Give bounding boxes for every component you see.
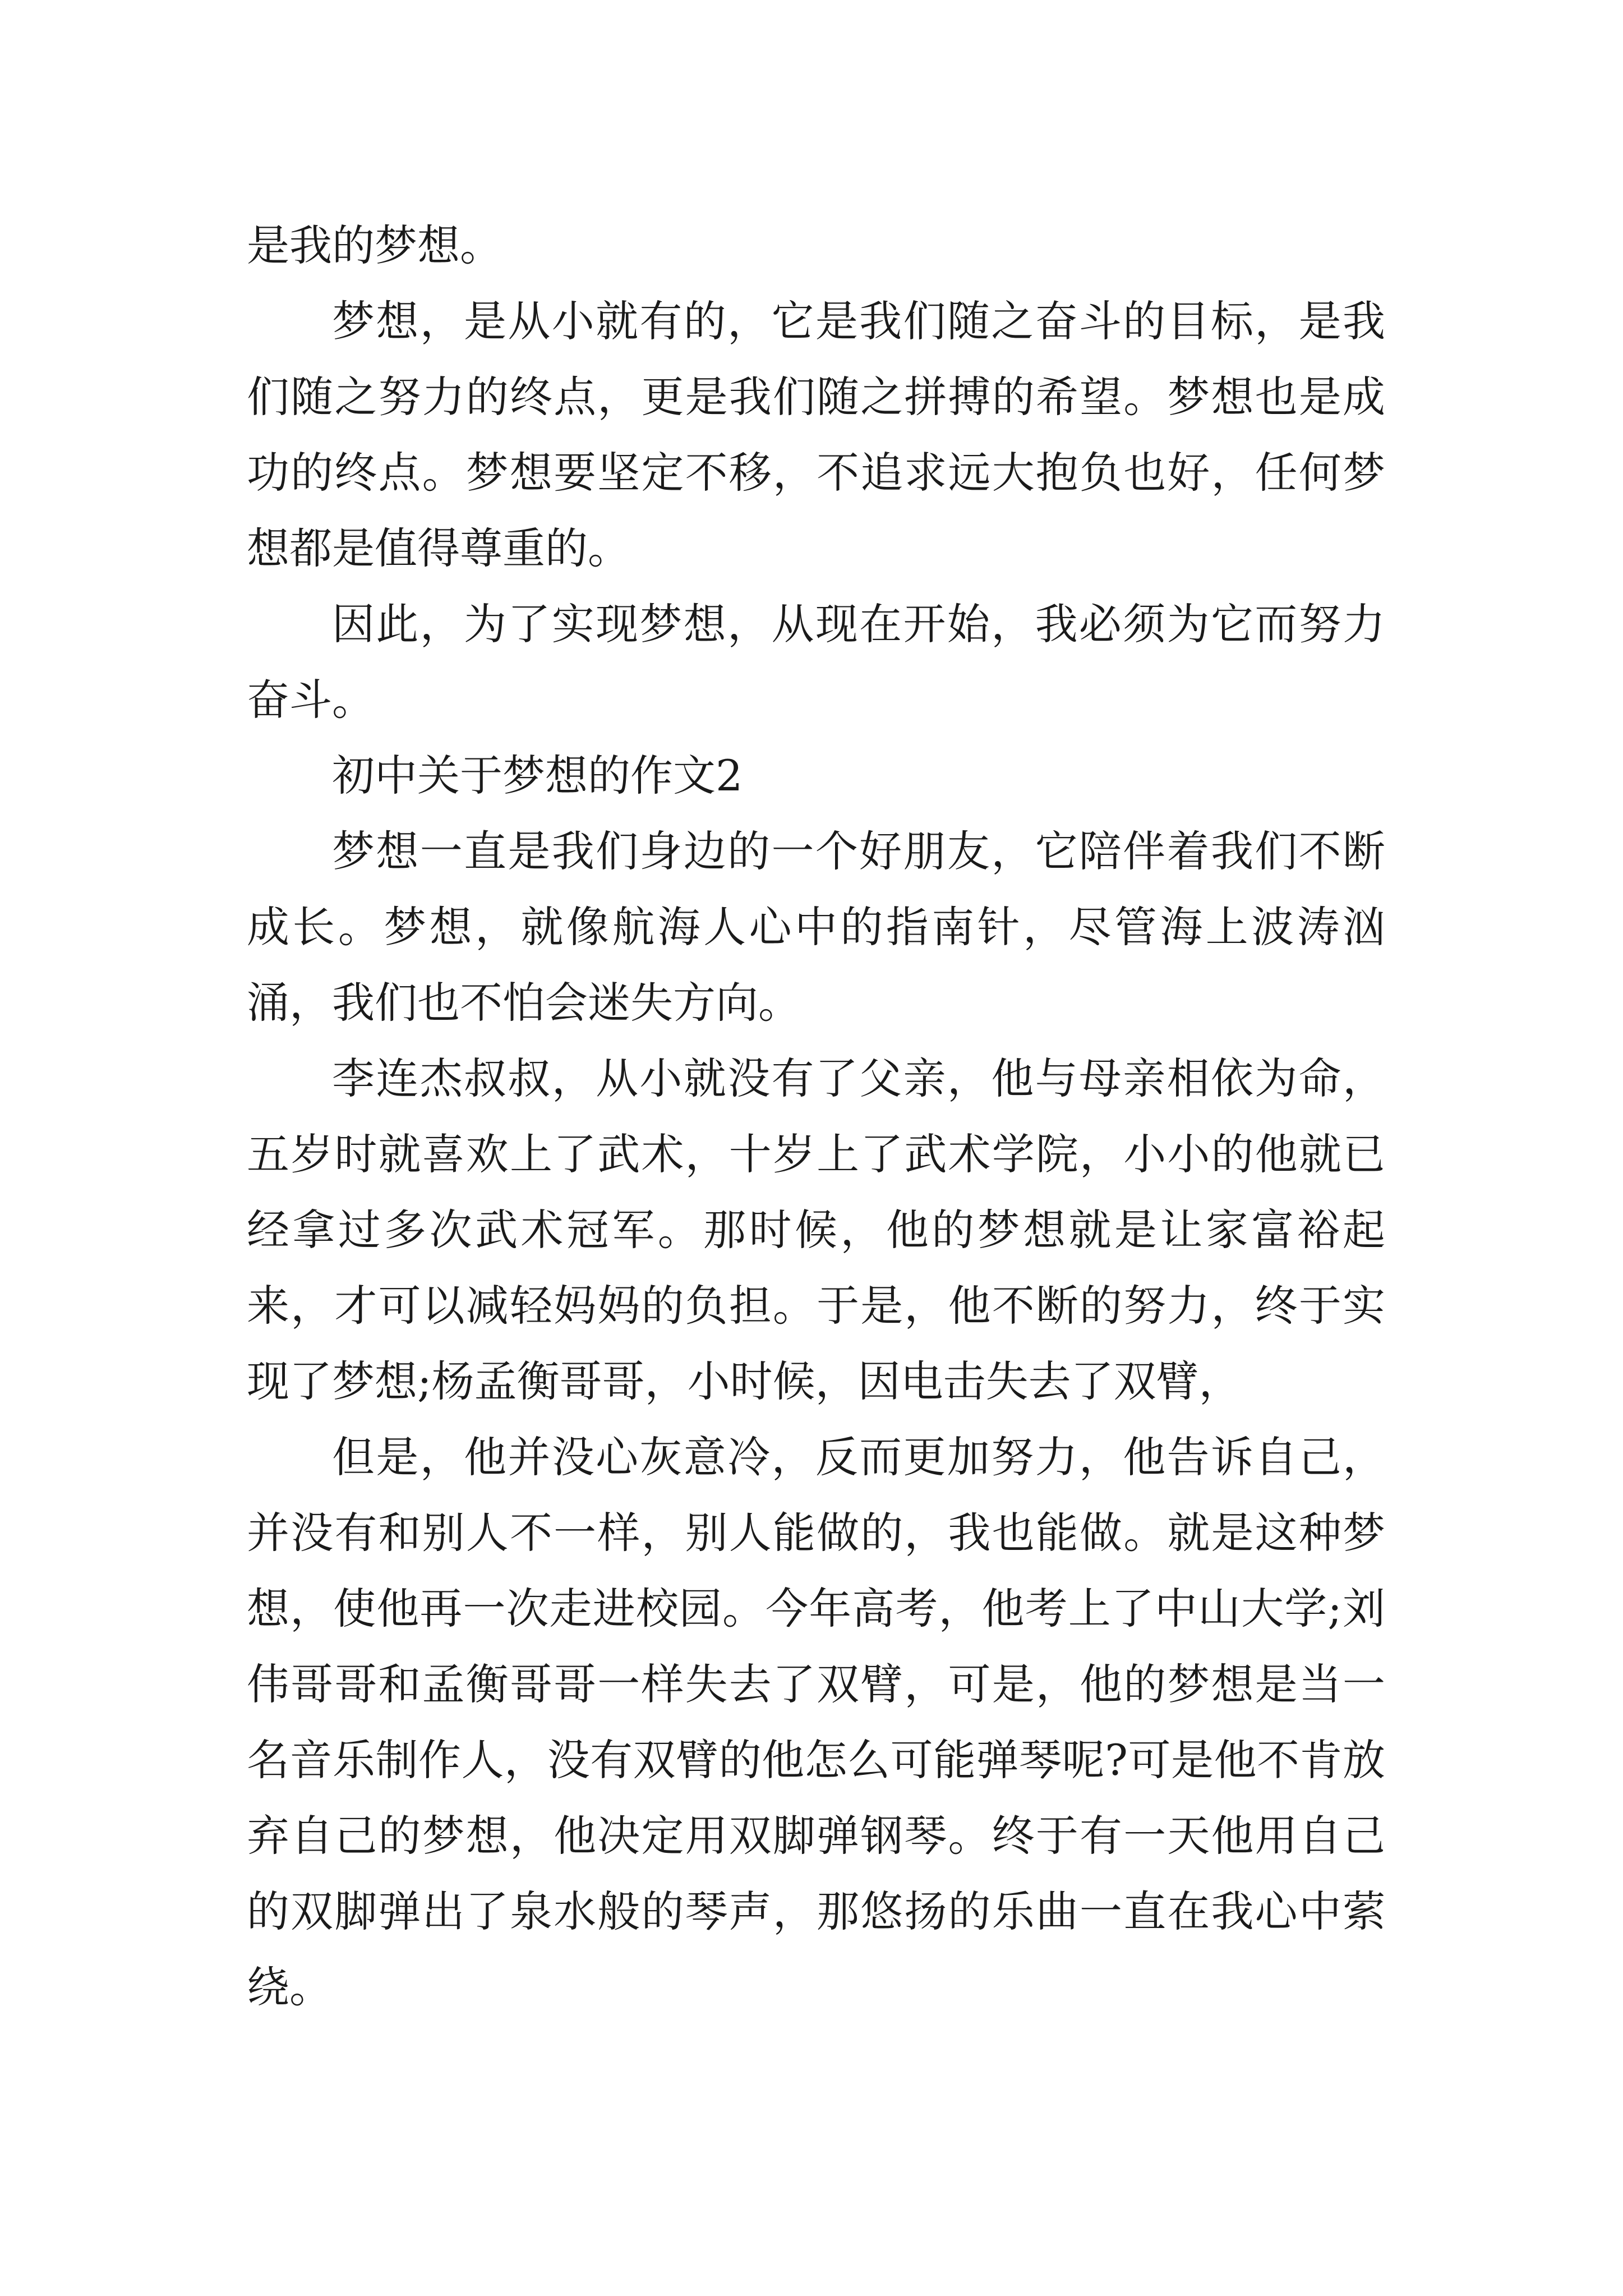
- paragraph-5: 李连杰叔叔，从小就没有了父亲，他与母亲相依为命，五岁时就喜欢上了武术，十岁上了武术学院，小小的他就已经拿过多次武术冠军。那时候，他的梦想就是让家富裕起来，才可以减轻妈妈的负担。于是，他不断的努力，终于实现了梦想;杨孟衡哥哥，小时候，因电击失去了双臂，: [247, 1053, 1385, 1406]
- paragraph-6: 但是，他并没心灰意冷，反而更加努力，他告诉自己，并没有和别人不一样，别人能做的，我也能做。就是这种梦想，使他再一次走进校园。今年高考，他考上了中山大学;刘伟哥哥和孟衡哥哥一样失去了双臂，可是，他的梦想是当一名音乐制作人，没有双臂的他怎么可能弹琴呢?可是他不肯放弃自己的梦想，他决定用双脚弹钢琴。终于有一天他用自己的双脚弹出了泉水般的琴声，那悠扬的乐曲一直在我心中萦绕。: [247, 1432, 1385, 2012]
- document-body: [247, 208, 1385, 2025]
- paragraph-2: 梦想，是从小就有的，它是我们随之奋斗的目标，是我们随之努力的终点，更是我们随之拼搏的希望。梦想也是成功的终点。梦想要坚定不移，不追求远大抱负也好，任何梦想都是值得尊重的。: [247, 296, 1385, 573]
- paragraph-4: 梦想一直是我们身边的一个好朋友，它陪伴着我们不断成长。梦想，就像航海人心中的指南针，尽管海上波涛汹涌，我们也不怕会迷失方向。: [247, 826, 1385, 1028]
- paragraph-3: 因此，为了实现梦想，从现在开始，我必须为它而努力奋斗。: [247, 599, 1385, 725]
- section-heading: 初中关于梦想的作文2: [332, 751, 743, 800]
- paragraph-1: 是我的梦想。: [247, 220, 502, 270]
